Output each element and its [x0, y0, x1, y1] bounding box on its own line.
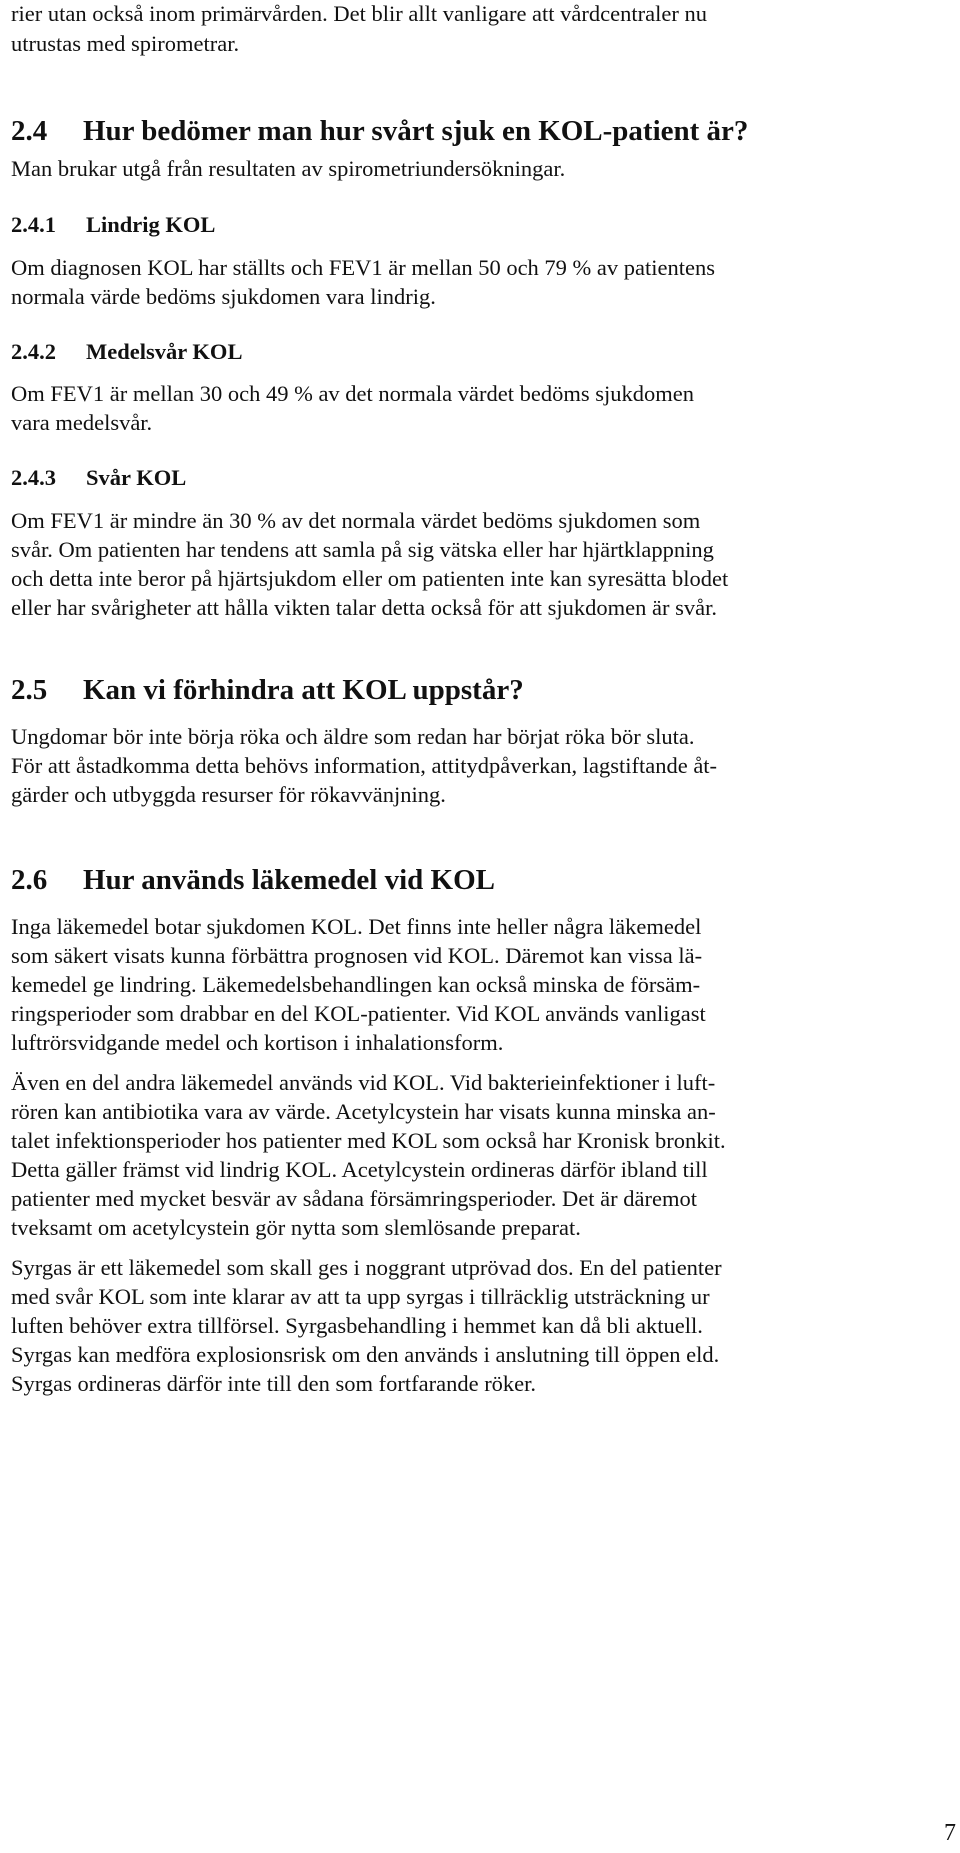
subsection-heading-2-4-2: [11, 338, 242, 366]
section-title: Hur bedömer man hur svårt sjuk en KOL-patient är?: [83, 115, 749, 147]
body-text-line: rören kan antibiotika vara av värde. Acetylcystein har visats kunna minska an-: [11, 1099, 716, 1124]
body-text-line: tveksamt om acetylcystein gör nytta som slemlösande preparat.: [11, 1215, 581, 1240]
body-text-line: Syrgas kan medföra explosionsrisk om den används i anslutning till öppen eld.: [11, 1342, 720, 1367]
body-text-line: rier utan också inom primärvården. Det blir allt vanligare att vårdcentraler nu: [11, 1, 707, 26]
body-text-line: och detta inte beror på hjärtsjukdom eller om patienten inte kan syresätta blodet: [11, 566, 729, 591]
body-text-line: Inga läkemedel botar sjukdomen KOL. Det finns inte heller några läkemedel: [11, 914, 702, 939]
body-text-line: Om diagnosen KOL har ställts och FEV1 är mellan 50 och 79 % av patientens: [11, 255, 716, 280]
page-number: 7: [944, 1820, 956, 1846]
body-text-line: Om FEV1 är mindre än 30 % av det normala värdet bedöms sjukdomen som: [11, 508, 701, 533]
body-text-line: För att åstadkomma detta behövs information, attitydpåverkan, lagstiftande åt-: [11, 753, 718, 778]
body-text-line: Även en del andra läkemedel används vid KOL. Vid bakterieinfektioner i luft-: [11, 1070, 716, 1095]
body-text-line: eller har svårigheter att hålla vikten talar detta också för att sjukdomen är svår.: [11, 595, 717, 620]
subsection-heading-2-4-1: [11, 211, 215, 239]
body-text-line: patienter med mycket besvär av sådana försämringsperioder. Det är däremot: [11, 1186, 697, 1211]
body-text-line: Ungdomar bör inte börja röka och äldre som redan har börjat röka bör sluta.: [11, 724, 695, 749]
subsection-title: Svår KOL: [86, 465, 187, 490]
body-text-line: vara medelsvår.: [11, 410, 153, 435]
body-text-line: luftrörsvidgande medel och kortison i inhalationsform.: [11, 1030, 504, 1055]
body-text-line: Detta gäller främst vid lindrig KOL. Acetylcystein ordineras därför ibland till: [11, 1157, 708, 1182]
body-text-line: kemedel ge lindring. Läkemedelsbehandlingen kan också minska de försäm-: [11, 972, 701, 997]
body-text-line: gärder och utbyggda resurser för rökavvänjning.: [11, 782, 446, 807]
section-number: 2.5: [11, 674, 48, 706]
section-title: Hur används läkemedel vid KOL: [83, 864, 495, 896]
body-text-line: utrustas med spirometrar.: [11, 31, 240, 56]
section-title: Kan vi förhindra att KOL uppstår?: [83, 674, 524, 706]
subsection-heading-2-4-3: [11, 464, 186, 492]
body-text-line: talet infektionsperioder hos patienter med KOL som också har Kronisk bronkit.: [11, 1128, 726, 1153]
subsection-title: Lindrig KOL: [86, 212, 216, 237]
body-text-line: med svår KOL som inte klarar av att ta upp syrgas i tillräcklig utsträckning ur: [11, 1284, 710, 1309]
subsection-title: Medelsvår KOL: [86, 339, 243, 364]
body-text-line: ringsperioder som drabbar en del KOL-patienter. Vid KOL används vanligast: [11, 1001, 706, 1026]
section-number: 2.6: [11, 864, 48, 896]
body-text-line: normala värde bedöms sjukdomen vara lindrig.: [11, 284, 436, 309]
body-text-line: svår. Om patienten har tendens att samla på sig vätska eller har hjärtklappning: [11, 537, 714, 562]
section-heading-2-4: [11, 114, 748, 148]
section-heading-2-5: [11, 673, 524, 707]
body-text-line: Man brukar utgå från resultaten av spirometriundersökningar.: [11, 156, 566, 181]
subsection-number: 2.4.2: [11, 339, 56, 364]
body-text-line: Syrgas är ett läkemedel som skall ges i noggrant utprövad dos. En del patienter: [11, 1255, 722, 1280]
body-text-line: luften behöver extra tillförsel. Syrgasbehandling i hemmet kan då bli aktuell.: [11, 1313, 703, 1338]
section-heading-2-6: [11, 863, 495, 897]
section-number: 2.4: [11, 115, 48, 147]
subsection-number: 2.4.3: [11, 465, 56, 490]
body-text-line: som säkert visats kunna förbättra prognosen vid KOL. Däremot kan vissa lä-: [11, 943, 703, 968]
subsection-number: 2.4.1: [11, 212, 56, 237]
body-text-line: Syrgas ordineras därför inte till den som fortfarande röker.: [11, 1371, 537, 1396]
body-text-line: Om FEV1 är mellan 30 och 49 % av det normala värdet bedöms sjukdomen: [11, 381, 694, 406]
